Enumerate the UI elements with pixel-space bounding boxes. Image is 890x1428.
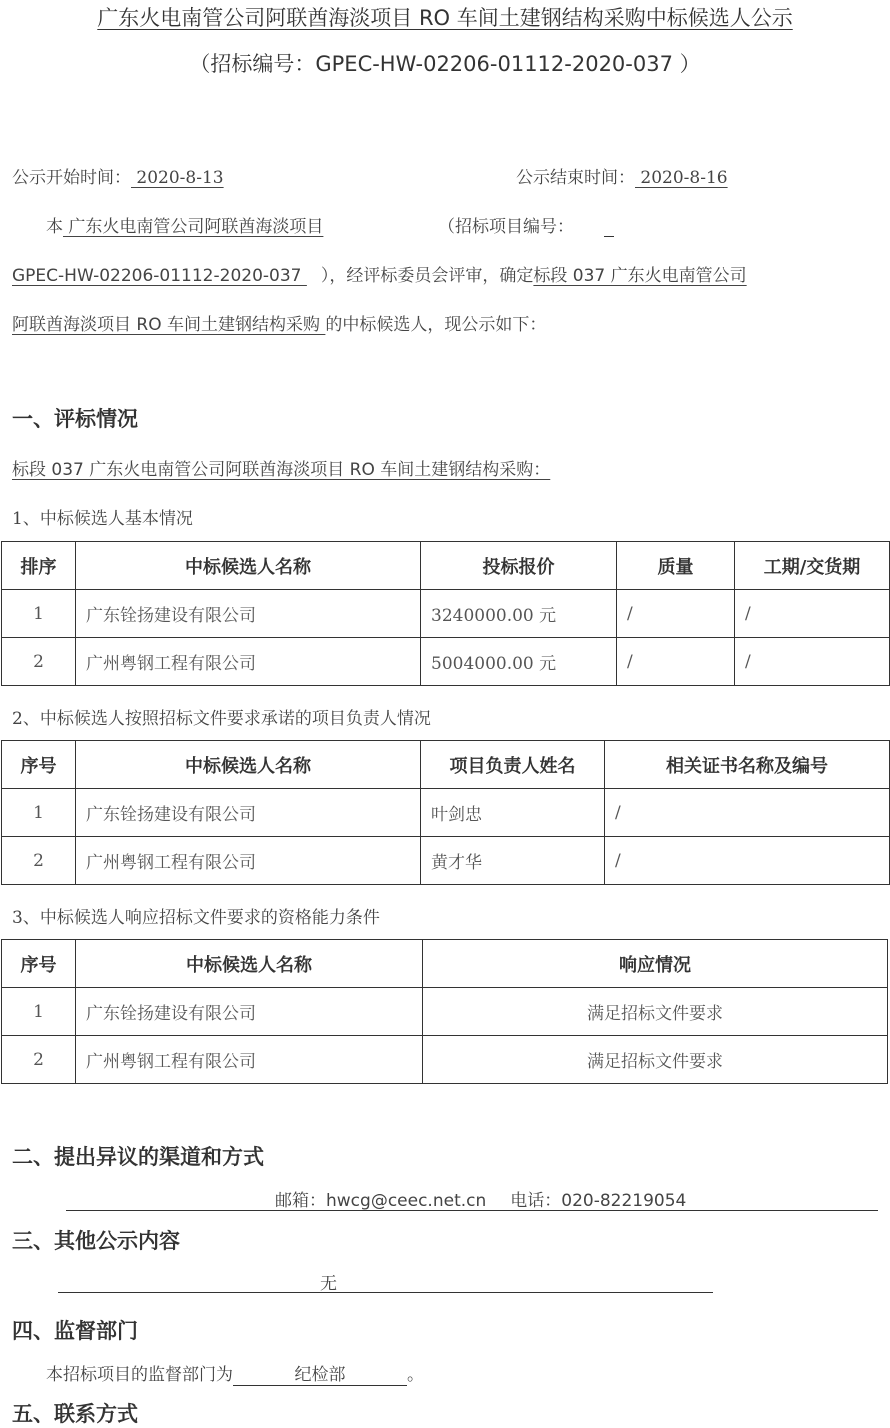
section-5-heading: 五、联系方式 — [12, 1402, 138, 1426]
intro-project-code: GPEC-HW-02206-01112-2020-037 — [12, 266, 307, 286]
col-response: 响应情况 — [423, 940, 888, 988]
col-candidate-name: 中标候选人名称 — [76, 542, 421, 590]
cell-delivery: / — [735, 590, 890, 638]
cell-rank: 1 — [2, 590, 76, 638]
cell-index: 2 — [2, 837, 76, 885]
cell-bid-price: 3240000.00 元 — [421, 590, 617, 638]
table-header-row — [2, 940, 888, 988]
publicity-start-label: 公示开始时间： — [12, 168, 131, 188]
cell-manager-name: 叶剑忠 — [421, 789, 605, 837]
cell-rank: 2 — [2, 638, 76, 686]
cell-certificate: / — [605, 837, 890, 885]
cell-index: 1 — [2, 988, 76, 1036]
cell-quality: / — [617, 638, 735, 686]
cell-bid-price: 5004000.00 元 — [421, 638, 617, 686]
publicity-start-value: 2020-8-13 — [131, 168, 224, 188]
supervision-prefix: 本招标项目的监督部门为 — [46, 1365, 233, 1385]
col-candidate-name: 中标候选人名称 — [76, 741, 421, 789]
supervision-dept — [233, 1365, 407, 1386]
section-4-heading: 四、监督部门 — [12, 1319, 138, 1343]
phone-label: 电话： — [510, 1191, 562, 1211]
intro-code-blank — [604, 236, 614, 237]
col-bid-price: 投标报价 — [421, 542, 617, 590]
intro-mid-text: ），经评标委员会评审，确定 — [320, 266, 534, 286]
intro-line-2 — [12, 261, 747, 286]
section-1-heading: 一、评标情况 — [12, 407, 138, 431]
cell-candidate-name: 广州粤钢工程有限公司 — [76, 837, 421, 885]
table-row — [2, 590, 890, 638]
supervision-text — [46, 1360, 424, 1386]
cell-response: 满足招标文件要求 — [423, 988, 888, 1036]
cell-manager-name: 黄才华 — [421, 837, 605, 885]
intro-suffix: 的中标候选人，现公示如下： — [325, 315, 547, 335]
publicity-end-label: 公示结束时间： — [516, 168, 635, 188]
intro-project-name: 广东火电南管公司阿联酋海淡项目 — [63, 217, 324, 237]
page-title: 广东火电南管公司阿联酋海淡项目 RO 车间土建钢结构采购中标候选人公示 — [97, 6, 793, 30]
col-manager-name: 项目负责人姓名 — [421, 741, 605, 789]
section-2-heading: 二、提出异议的渠道和方式 — [12, 1145, 264, 1169]
cell-candidate-name: 广东铨扬建设有限公司 — [76, 988, 423, 1036]
tender-number: （招标编号：GPEC-HW-02206-01112-2020-037 ） — [189, 52, 701, 76]
cell-response: 满足招标文件要求 — [423, 1036, 888, 1084]
publicity-start — [12, 163, 224, 188]
project-manager-table — [1, 740, 890, 885]
cell-quality: / — [617, 590, 735, 638]
cell-certificate: / — [605, 789, 890, 837]
supervision-dept-value: 纪检部 — [294, 1365, 346, 1385]
cell-candidate-name: 广东铨扬建设有限公司 — [76, 590, 421, 638]
cell-index: 1 — [2, 789, 76, 837]
table-header-row — [2, 542, 890, 590]
supervision-suffix: 。 — [407, 1365, 424, 1385]
intro-section-part1: 标段 037 广东火电南管公司 — [533, 266, 747, 286]
table-row — [2, 988, 888, 1036]
publicity-end — [516, 163, 728, 188]
intro-code-label: （招标项目编号： — [438, 217, 574, 237]
table-2-caption: 2、中标候选人按照招标文件要求承诺的项目负责人情况 — [12, 709, 431, 729]
intro-line-1 — [46, 212, 323, 237]
section-1-subsection: 标段 037 广东火电南管公司阿联酋海淡项目 RO 车间土建钢结构采购： — [12, 460, 551, 480]
table-row — [2, 1036, 888, 1084]
table-row — [2, 837, 890, 885]
table-header-row — [2, 741, 890, 789]
col-rank: 排序 — [2, 542, 76, 590]
phone-value: 020-82219054 — [561, 1191, 687, 1211]
email-value: hwcg@ceec.net.cn — [326, 1191, 487, 1211]
cell-candidate-name: 广州粤钢工程有限公司 — [76, 638, 421, 686]
intro-line-3 — [12, 310, 546, 335]
table-1-caption: 1、中标候选人基本情况 — [12, 509, 193, 529]
table-row — [2, 638, 890, 686]
qualification-table — [1, 939, 888, 1084]
cell-index: 2 — [2, 1036, 76, 1084]
col-index: 序号 — [2, 741, 76, 789]
other-content-underline — [58, 1292, 713, 1293]
col-candidate-name: 中标候选人名称 — [76, 940, 423, 988]
objection-contact — [275, 1186, 686, 1211]
col-index: 序号 — [2, 940, 76, 988]
intro-prefix: 本 — [46, 217, 63, 237]
col-delivery: 工期/交货期 — [735, 542, 890, 590]
candidates-basic-table — [1, 541, 890, 686]
cell-candidate-name: 广州粤钢工程有限公司 — [76, 1036, 423, 1084]
other-content-value: 无 — [320, 1274, 337, 1294]
cell-delivery: / — [735, 638, 890, 686]
col-certificate: 相关证书名称及编号 — [605, 741, 890, 789]
objection-underline — [66, 1210, 878, 1211]
table-row — [2, 789, 890, 837]
email-label: 邮箱： — [275, 1191, 326, 1211]
cell-candidate-name: 广东铨扬建设有限公司 — [76, 789, 421, 837]
table-3-caption: 3、中标候选人响应招标文件要求的资格能力条件 — [12, 908, 380, 928]
col-quality: 质量 — [617, 542, 735, 590]
section-3-heading: 三、其他公示内容 — [12, 1229, 180, 1253]
publicity-end-value: 2020-8-16 — [635, 168, 728, 188]
intro-section-part2: 阿联酋海淡项目 RO 车间土建钢结构采购 — [12, 315, 326, 335]
